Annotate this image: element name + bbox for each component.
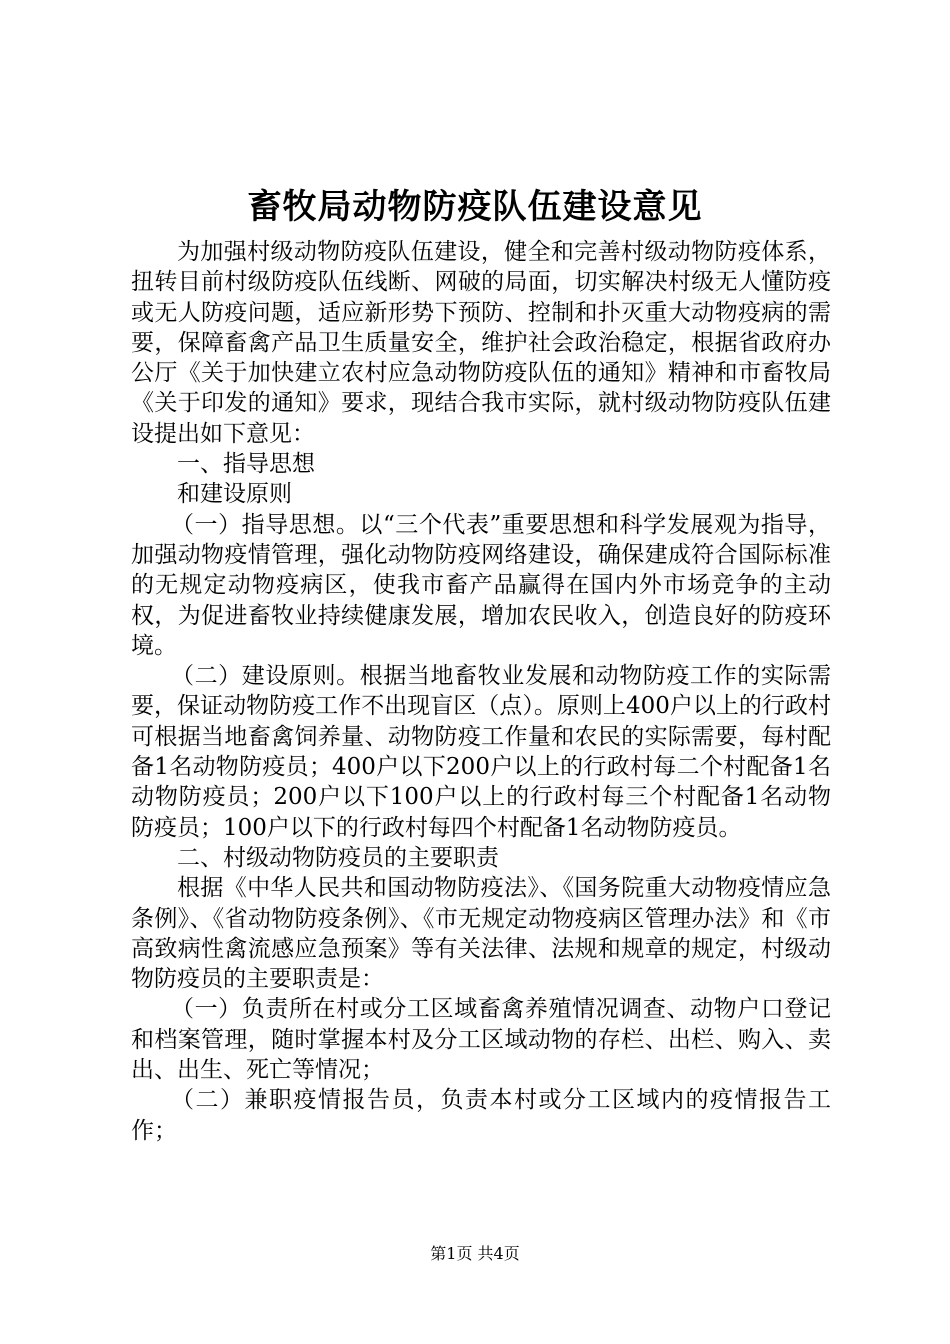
paragraph-guiding-thought: （一）指导思想。以“三个代表”重要思想和科学发展观为指导，加强动物疫情管理，强化动物防疫网络建设，确保建成符合国际标准的无规定动物疫病区，使我市畜产品赢得在国内外市场竞争的主动权，为促进畜牧业持续健康发展，增加农民收入，创造良好的防疫环境。 <box>131 511 831 659</box>
document-body <box>131 237 831 1146</box>
paragraph-construction-principle: （二）建设原则。根据当地畜牧业发展和动物防疫工作的实际需要，保证动物防疫工作不出现盲区（点）。原则上400户以上的行政村可根据当地畜禽饲养量、动物防疫工作量和农民的实际需要，每村配备1名动物防疫员；400户以下200户以上的行政村每二个村配备1名动物防疫员；200户以下100户以上的行政村每三个村配备1名动物防疫员；100户以下的行政村每四个村配备1名动物防疫员。 <box>131 663 831 841</box>
paragraph-duty-2: （二）兼职疫情报告员，负责本村或分工区域内的疫情报告工作； <box>131 1087 831 1144</box>
heading-guiding-thought: 一、指导思想 <box>177 451 315 478</box>
page-footer: 第1页 共4页 <box>430 1244 520 1263</box>
heading-main-duties: 二、村级动物防疫员的主要职责 <box>177 844 499 871</box>
paragraph-duty-1: （一）负责所在村或分工区域畜禽养殖情况调查、动物户口登记和档案管理，随时掌握本村及分工区域动物的存栏、出栏、购入、卖出、出生、死亡等情况； <box>131 996 831 1084</box>
paragraph-legal-basis: 根据《中华人民共和国动物防疫法》、《国务院重大动物疫情应急条例》、《省动物防疫条例》、《市无规定动物疫病区管理办法》和《市高致病性禽流感应急预案》等有关法律、法规和规章的规定，村级动物防疫员的主要职责是： <box>131 875 831 993</box>
heading-construction-principle: 和建设原则 <box>177 481 292 508</box>
document-title: 畜牧局动物防疫队伍建设意见 <box>247 187 703 227</box>
paragraph-intro: 为加强村级动物防疫队伍建设，健全和完善村级动物防疫体系，扭转目前村级防疫队伍线断、网破的局面，切实解决村级无人懂防疫或无人防疫问题，适应新形势下预防、控制和扑灭重大动物疫病的需要，保障畜禽产品卫生质量安全，维护社会政治稳定，根据省政府办公厅《关于加快建立农村应急动物防疫队伍的通知》精神和市畜牧局《关于印发的通知》要求，现结合我市实际，就村级动物防疫队伍建设提出如下意见： <box>131 239 831 447</box>
